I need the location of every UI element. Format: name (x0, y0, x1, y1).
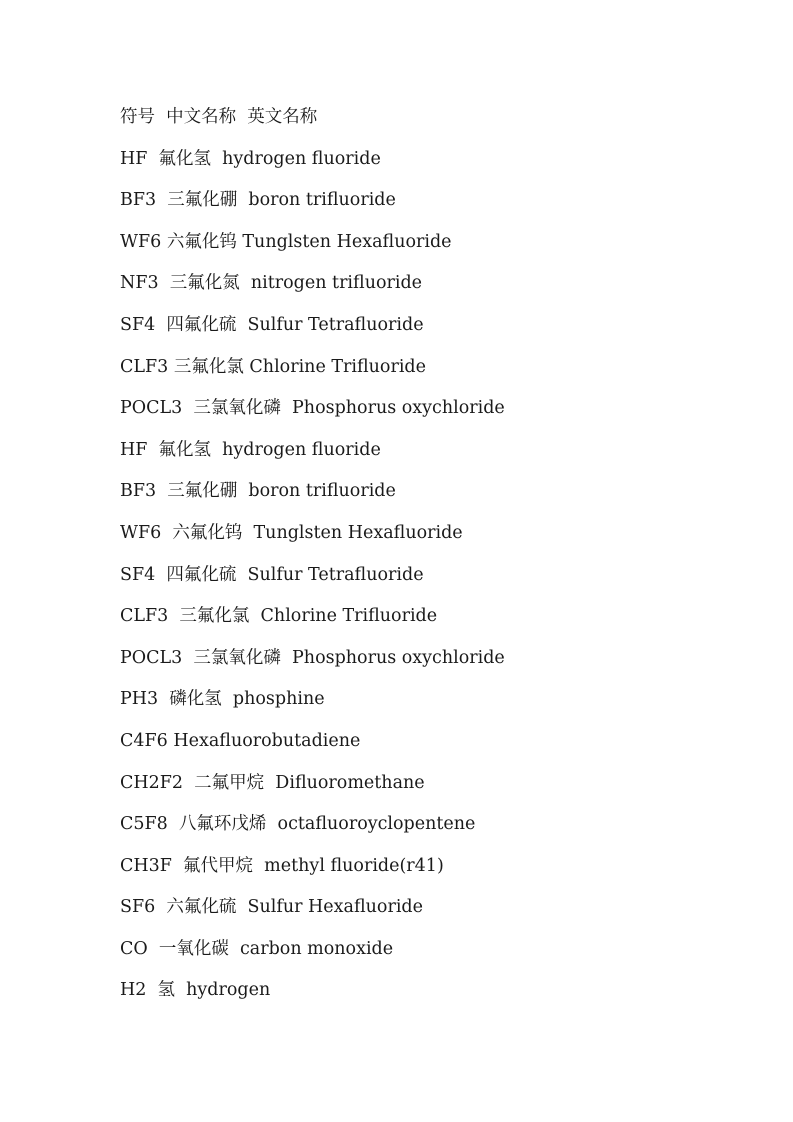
list-item: WF6 六氟化钨 Tunglsten Hexafluoride (120, 522, 463, 543)
list-item: CLF3 三氟化氯 Chlorine Trifluoride (120, 606, 438, 627)
column-header: 符号 中文名称 英文名称 (120, 107, 318, 127)
list-item: CH2F2 二氟甲烷 Difluoromethane (120, 772, 425, 793)
gas-list (120, 105, 760, 1020)
list-item: WF6 六氟化钨 Tunglsten Hexafluoride (120, 231, 452, 252)
list-item: C5F8 八氟环戊烯 octafluoroyclopentene (120, 814, 476, 835)
list-item: NF3 三氟化氮 nitrogen trifluoride (120, 273, 423, 294)
list-item: SF6 六氟化硫 Sulfur Hexafluoride (120, 897, 423, 918)
list-item: HF 氟化氢 hydrogen fluoride (120, 148, 381, 169)
list-item: HF 氟化氢 hydrogen fluoride (120, 439, 381, 460)
list-item: BF3 三氟化硼 boron trifluoride (120, 481, 396, 502)
list-item: SF4 四氟化硫 Sulfur Tetrafluoride (120, 564, 424, 585)
list-item: CH3F 氟代甲烷 methyl fluoride(r41) (120, 855, 444, 876)
list-item: POCL3 三氯氧化磷 Phosphorus oxychloride (120, 647, 505, 668)
list-item: SF4 四氟化硫 Sulfur Tetrafluoride (120, 314, 424, 335)
list-item: POCL3 三氯氧化磷 Phosphorus oxychloride (120, 398, 505, 419)
list-item: BF3 三氟化硼 boron trifluoride (120, 190, 396, 211)
list-item: CO 一氧化碳 carbon monoxide (120, 938, 394, 959)
list-item: PH3 磷化氢 phosphine (120, 689, 325, 710)
list-item: CLF3 三氟化氯 Chlorine Trifluoride (120, 356, 426, 377)
list-item: H2 氢 hydrogen (120, 980, 271, 1001)
list-item: C4F6 Hexafluorobutadiene (120, 730, 361, 751)
